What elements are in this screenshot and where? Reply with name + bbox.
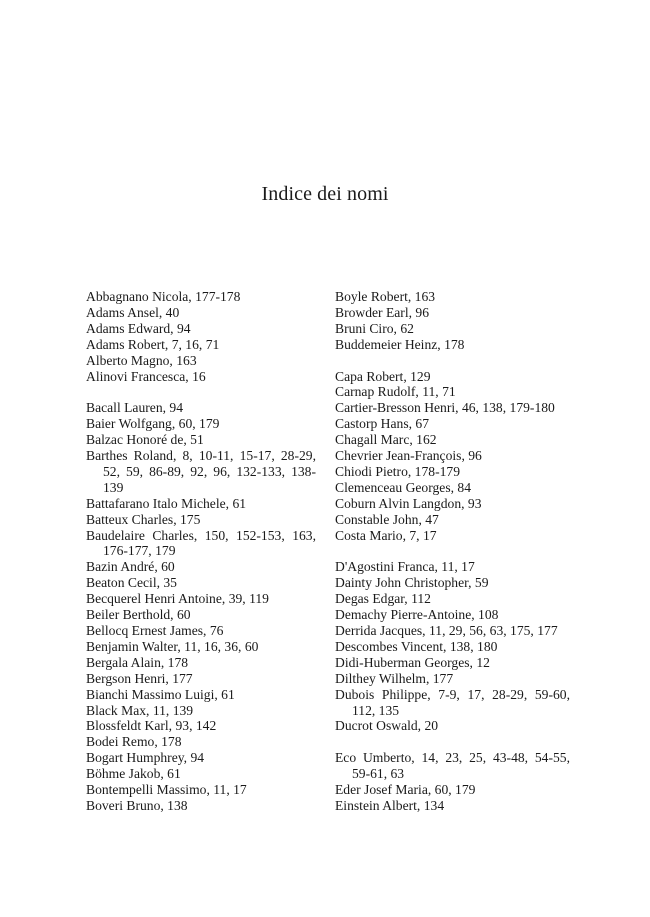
index-entry: Dilthey Wilhelm, 177	[335, 670, 454, 686]
index-entry: Battafarano Italo Michele, 61	[86, 495, 247, 511]
index-entry: Bazin André, 60	[86, 559, 175, 575]
letter-group-gap	[335, 353, 570, 369]
index-entry: Cartier-Bresson Henri, 46, 138, 179-180	[335, 400, 555, 416]
page-title: Indice dei nomi	[261, 183, 389, 205]
index-entry: Böhme Jakob, 61	[86, 766, 181, 782]
index-entry: Chagall Marc, 162	[335, 432, 437, 448]
index-entry: Constable John, 47	[335, 511, 439, 527]
index-entry: Dainty John Christopher, 59	[335, 575, 489, 591]
index-entry: Degas Edgar, 112	[335, 591, 431, 607]
index-entry: Bogart Humphrey, 94	[86, 750, 205, 766]
index-entry: Ducrot Oswald, 20	[335, 718, 439, 734]
index-entry: Beiler Berthold, 60	[86, 607, 191, 623]
index-entry: Carnap Rudolf, 11, 71	[335, 384, 456, 400]
index-entry: Eder Josef Maria, 60, 179	[335, 782, 476, 798]
index-entry: Chevrier Jean-François, 96	[335, 448, 482, 464]
index-entry: D'Agostini Franca, 11, 17	[335, 559, 475, 575]
index-entry: Bruni Ciro, 62	[335, 320, 414, 336]
index-entry: Capa Robert, 129	[335, 368, 431, 384]
index-entry: Coburn Alvin Langdon, 93	[335, 495, 482, 511]
index-entry: Abbagnano Nicola, 177-178	[86, 289, 241, 304]
index-entry: Alberto Magno, 163	[86, 352, 197, 368]
index-entry: Adams Robert, 7, 16, 71	[86, 336, 220, 352]
index-entry: Eco Umberto, 14, 23, 25, 43-48, 54-55, 59-61, 63	[335, 750, 570, 782]
index-entry: Boyle Robert, 163	[335, 289, 436, 304]
index-entry: Beaton Cecil, 35	[86, 575, 177, 591]
index-entry: Baudelaire Charles, 150, 152-153, 163, 176-177, 179	[86, 527, 316, 559]
index-entry: Barthes Roland, 8, 10-11, 15-17, 28-29, 52, 59, 86-89, 92, 96, 132-133, 138-139	[86, 448, 316, 495]
letter-group-gap	[335, 734, 570, 750]
index-entry: Descombes Vincent, 138, 180	[335, 638, 498, 654]
index-entry: Bontempelli Massimo, 11, 17	[86, 782, 247, 798]
index-entry: Bergson Henri, 177	[86, 670, 193, 686]
index-entry: Bergala Alain, 178	[86, 654, 189, 670]
index-entry: Didi-Huberman Georges, 12	[335, 654, 490, 670]
index-entry: Baier Wolfgang, 60, 179	[86, 416, 220, 432]
index-entry: Blossfeldt Karl, 93, 142	[86, 718, 217, 734]
index-column-right	[335, 289, 570, 814]
index-entry: Dubois Philippe, 7-9, 17, 28-29, 59-60, 112, 135	[335, 686, 570, 718]
index-entry: Costa Mario, 7, 17	[335, 527, 437, 543]
index-entry: Demachy Pierre-Antoine, 108	[335, 607, 499, 623]
index-entry: Chiodi Pietro, 178-179	[335, 463, 460, 479]
index-entry: Bacall Lauren, 94	[86, 400, 184, 416]
index-entry: Bianchi Massimo Luigi, 61	[86, 686, 235, 702]
index-entry: Bellocq Ernest James, 76	[86, 623, 224, 639]
index-entry: Browder Earl, 96	[335, 304, 429, 320]
index-entry: Boveri Bruno, 138	[86, 797, 188, 813]
index-entry: Balzac Honoré de, 51	[86, 432, 204, 448]
letter-group-gap	[335, 543, 570, 559]
index-entry: Adams Edward, 94	[86, 320, 191, 336]
index-entry: Becquerel Henri Antoine, 39, 119	[86, 591, 269, 607]
index-entry: Adams Ansel, 40	[86, 304, 180, 320]
index-entry: Bodei Remo, 178	[86, 734, 182, 750]
index-entry: Einstein Albert, 134	[335, 797, 445, 813]
index-entry: Alinovi Francesca, 16	[86, 368, 206, 384]
letter-group-gap	[86, 384, 316, 400]
index-entry: Buddemeier Heinz, 178	[335, 336, 465, 352]
index-entry: Clemenceau Georges, 84	[335, 479, 472, 495]
index-column-left	[86, 289, 316, 814]
index-entry: Batteux Charles, 175	[86, 511, 201, 527]
index-entry: Castorp Hans, 67	[335, 416, 430, 432]
index-entry: Derrida Jacques, 11, 29, 56, 63, 175, 177	[335, 623, 558, 638]
index-entry: Benjamin Walter, 11, 16, 36, 60	[86, 638, 259, 654]
index-entry: Black Max, 11, 139	[86, 702, 194, 718]
